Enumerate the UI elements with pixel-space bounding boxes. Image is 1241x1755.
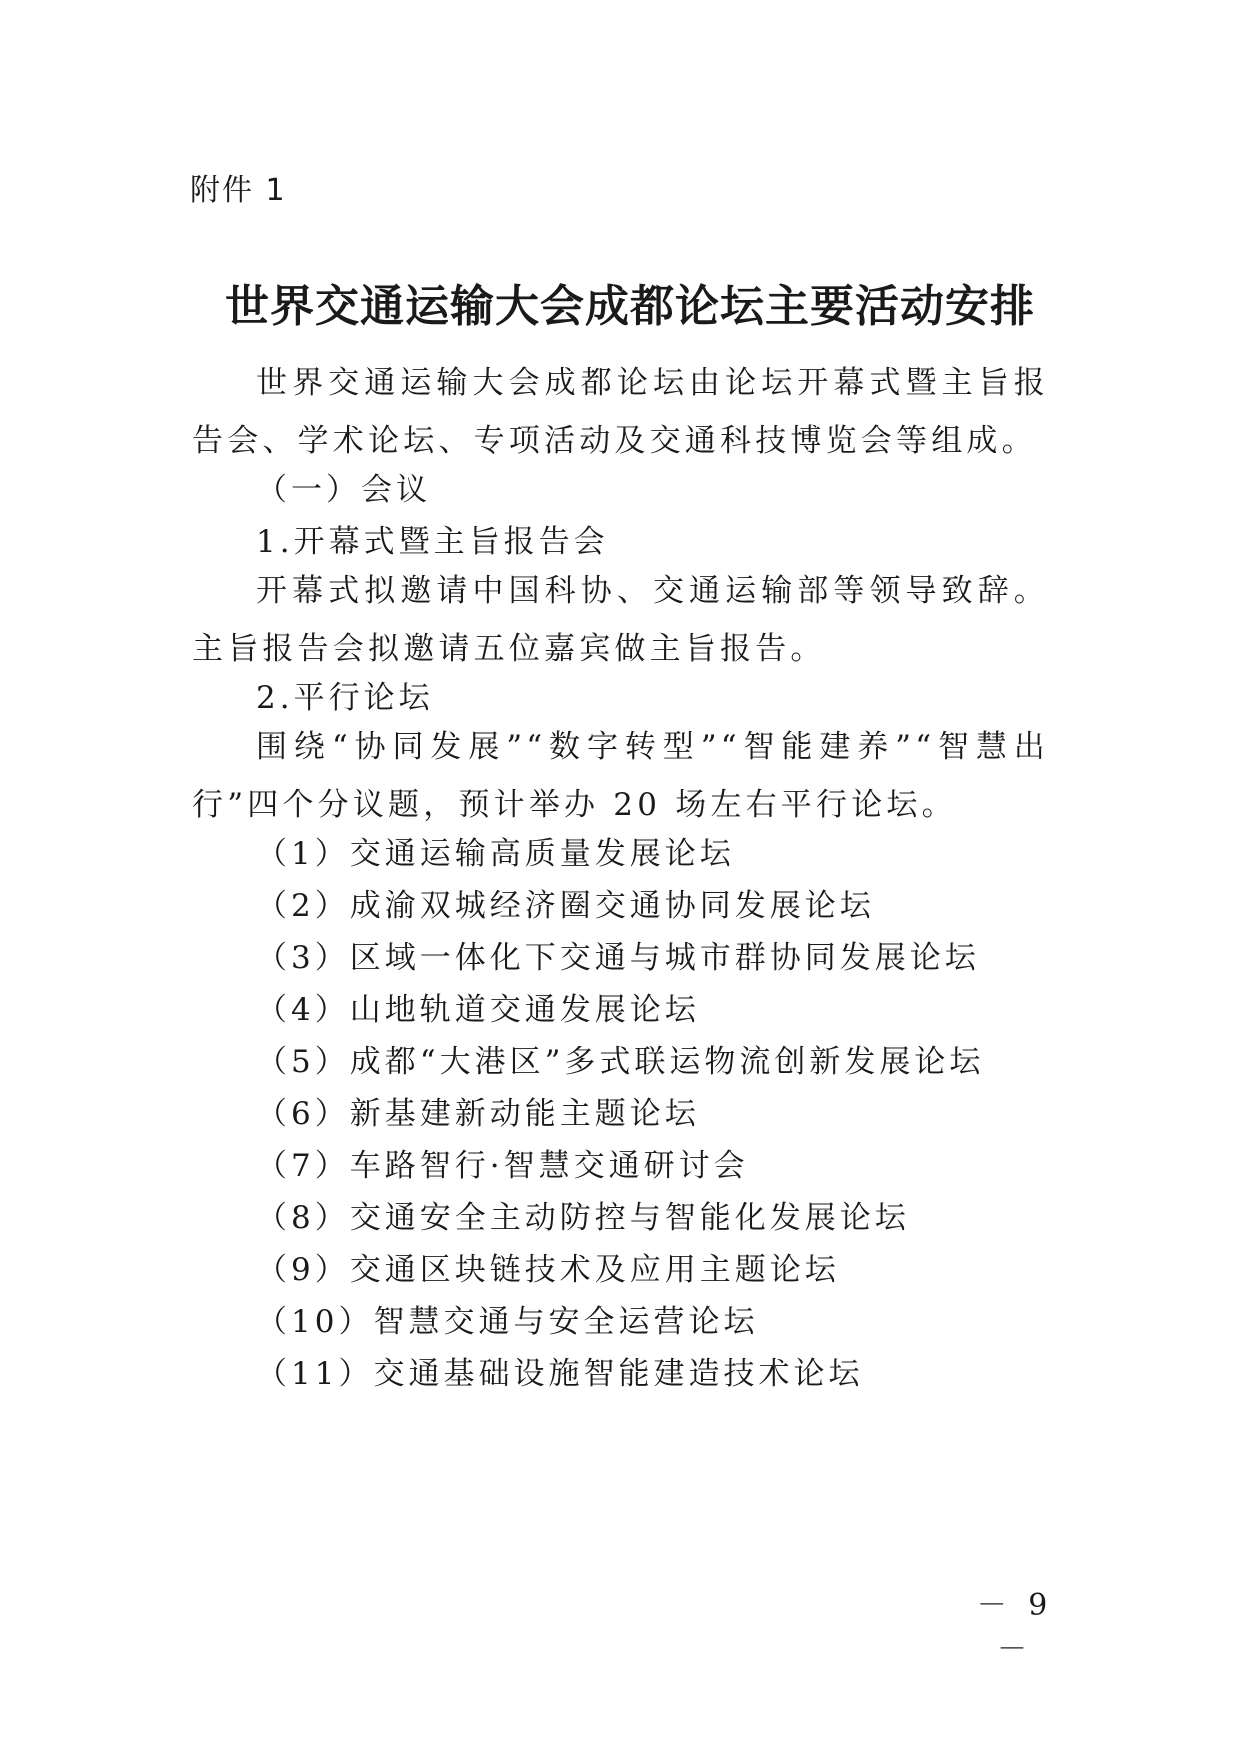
forum-list-item: （8）交通安全主动防控与智能化发展论坛 bbox=[256, 1200, 910, 1236]
forum-list-item: （10）智慧交通与安全运营论坛 bbox=[256, 1304, 759, 1340]
item1-paragraph: 开幕式拟邀请中国科协、交通运输部等领导致辞。主旨报告会拟邀请五位嘉宾做主旨报告。 bbox=[192, 573, 1049, 667]
item1-heading: 1.开幕式暨主旨报告会 bbox=[256, 524, 609, 560]
forum-list-item: （5）成都“大港区”多式联运物流创新发展论坛 bbox=[256, 1044, 985, 1080]
forum-list-item: （7）车路智行·智慧交通研讨会 bbox=[256, 1148, 749, 1184]
forum-list-item: （9）交通区块链技术及应用主题论坛 bbox=[256, 1252, 840, 1288]
intro-paragraph: 世界交通运输大会成都论坛由论坛开幕式暨主旨报告会、学术论坛、专项活动及交通科技博览会等组成。 bbox=[192, 365, 1049, 459]
page-number: － 9 － bbox=[976, 1588, 1054, 1667]
forum-list-item: （2）成渝双城经济圈交通协同发展论坛 bbox=[256, 888, 875, 924]
forum-list-item: （4）山地轨道交通发展论坛 bbox=[256, 992, 700, 1028]
attachment-label: 附件 1 bbox=[190, 173, 287, 208]
document-title: 世界交通运输大会成都论坛主要活动安排 bbox=[225, 281, 1035, 332]
item2-heading: 2.平行论坛 bbox=[256, 680, 434, 716]
forum-list-item: （11）交通基础设施智能建造技术论坛 bbox=[256, 1356, 864, 1392]
forum-list-item: （1）交通运输高质量发展论坛 bbox=[256, 836, 735, 872]
forum-list-item: （3）区域一体化下交通与城市群协同发展论坛 bbox=[256, 940, 980, 976]
forum-list-item: （6）新基建新动能主题论坛 bbox=[256, 1096, 700, 1132]
item2-paragraph: 围绕“协同发展”“数字转型”“智能建养”“智慧出行”四个分议题，预计举办 20 场左右平行论坛。 bbox=[192, 729, 1049, 823]
section-heading: （一）会议 bbox=[256, 472, 431, 508]
